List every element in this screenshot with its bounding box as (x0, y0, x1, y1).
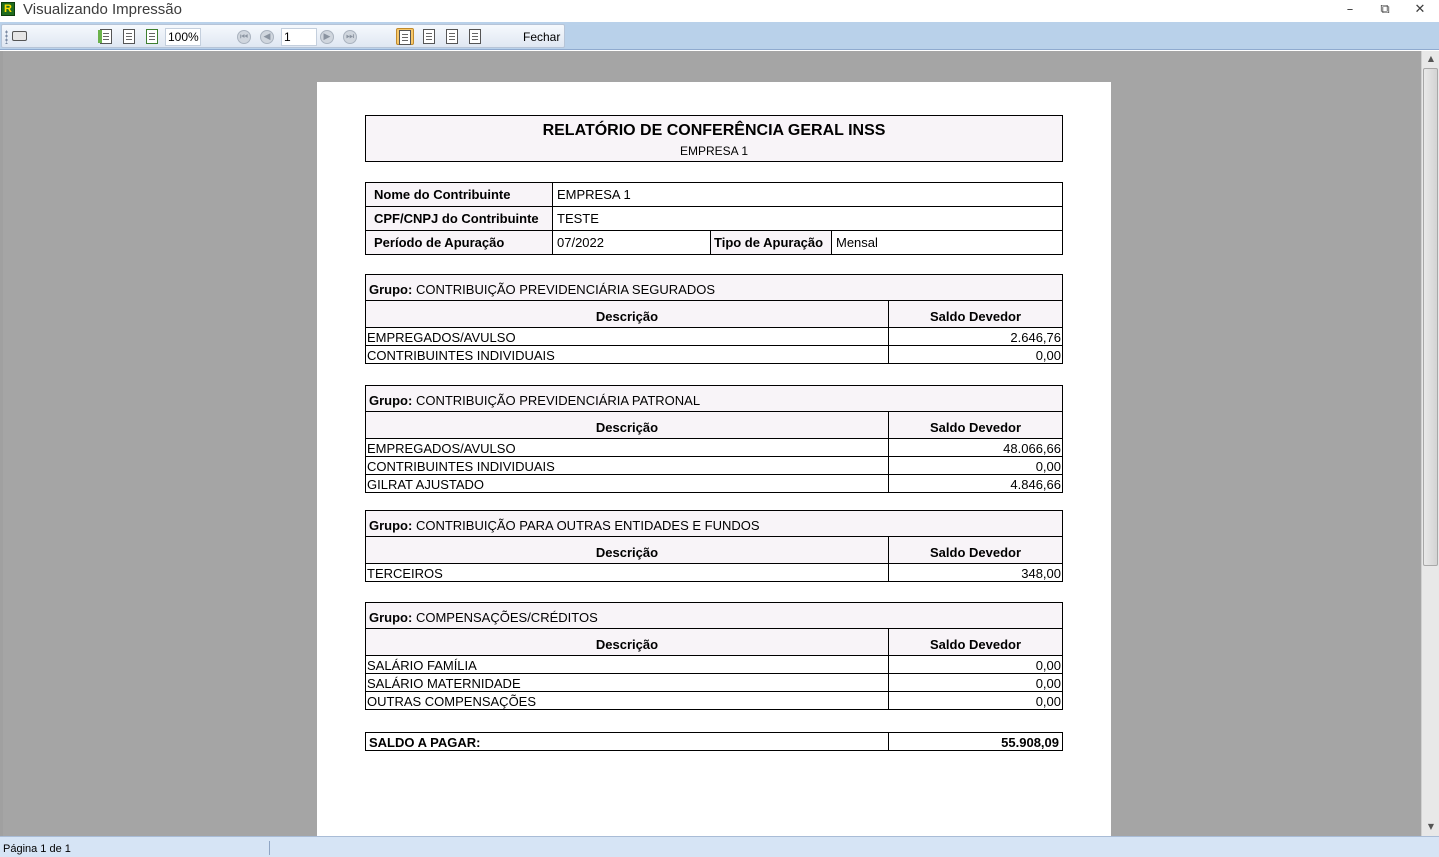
group-label: Grupo: (369, 610, 413, 625)
group-table (365, 510, 1063, 582)
column-header-balance: Saldo Devedor (889, 301, 1063, 328)
page-margin-icon (98, 30, 102, 43)
close-window-button[interactable]: ✕ (1414, 2, 1426, 17)
next-page-button[interactable] (318, 28, 336, 45)
row-description: TERCEIROS (366, 564, 889, 582)
app-logo-icon: R (1, 2, 15, 16)
row-value: 0,00 (889, 346, 1063, 364)
table-row (366, 439, 1063, 457)
period-label: Período de Apuração (366, 231, 553, 255)
table-row (366, 564, 1063, 582)
group-name: CONTRIBUIÇÃO PREVIDENCIÁRIA PATRONAL (415, 393, 701, 408)
restore-button[interactable]: ⧉ (1380, 2, 1390, 17)
four-page-icon (446, 29, 458, 44)
row-description: GILRAT AJUSTADO (366, 475, 889, 493)
close-preview-button[interactable]: Fechar (523, 30, 561, 44)
row-value: 2.646,76 (889, 328, 1063, 346)
group-name: CONTRIBUIÇÃO PREVIDENCIÁRIA SEGURADOS (415, 282, 716, 297)
page-number-input[interactable]: 1 (281, 28, 317, 46)
two-page-view-button[interactable] (420, 28, 438, 45)
row-value: 48.066,66 (889, 439, 1063, 457)
group-header (366, 511, 1063, 537)
page-width-icon (123, 29, 135, 44)
row-description: SALÁRIO MATERNIDADE (366, 674, 889, 692)
calc-type-value: Mensal (832, 231, 1063, 255)
row-description: CONTRIBUINTES INDIVIDUAIS (366, 457, 889, 475)
printer-icon (12, 31, 27, 41)
column-header-balance: Saldo Devedor (889, 412, 1063, 439)
vertical-scrollbar[interactable] (1421, 51, 1439, 836)
column-header-description: Descrição (366, 301, 889, 328)
contributor-name-value: EMPRESA 1 (553, 183, 1063, 207)
row-value: 0,00 (889, 674, 1063, 692)
single-page-view-button[interactable] (396, 28, 414, 45)
total-row (365, 732, 1063, 751)
contributor-doc-label: CPF/CNPJ do Contribuinte (366, 207, 553, 231)
column-header-description: Descrição (366, 537, 889, 564)
group-name: CONTRIBUIÇÃO PARA OUTRAS ENTIDADES E FUNDOS (415, 518, 760, 533)
window-title: Visualizando Impressão (23, 1, 182, 18)
column-header-description: Descrição (366, 629, 889, 656)
last-page-button[interactable] (341, 28, 359, 45)
status-separator (269, 841, 270, 855)
whole-page-button[interactable] (143, 28, 161, 45)
group-name: COMPENSAÇÕES/CRÉDITOS (415, 610, 598, 625)
last-page-icon: ⏭ (343, 30, 357, 44)
table-row (366, 475, 1063, 493)
row-value: 4.846,66 (889, 475, 1063, 493)
single-page-icon (399, 30, 411, 45)
table-row (366, 328, 1063, 346)
contributor-doc-value: TESTE (553, 207, 1063, 231)
four-page-view-button[interactable] (443, 28, 461, 45)
report-header (365, 115, 1063, 162)
column-header-balance: Saldo Devedor (889, 629, 1063, 656)
report-page (317, 82, 1111, 836)
group-header (366, 386, 1063, 412)
total-value: 55.908,09 (889, 733, 1063, 751)
row-value: 0,00 (889, 656, 1063, 674)
previous-page-button[interactable] (258, 28, 276, 45)
row-description: EMPREGADOS/AVULSO (366, 328, 889, 346)
report-subtitle: EMPRESA 1 (679, 144, 749, 158)
calc-type-label: Tipo de Apuração (711, 231, 832, 255)
row-description: CONTRIBUINTES INDIVIDUAIS (366, 346, 889, 364)
group-label: Grupo: (369, 282, 413, 297)
page-setup-button[interactable] (97, 28, 115, 45)
preview-canvas[interactable] (0, 51, 1421, 836)
multi-page-view-button[interactable] (466, 28, 484, 45)
status-bar (0, 836, 1439, 857)
table-row (366, 692, 1063, 710)
toolbar (0, 22, 1439, 50)
report-title: RELATÓRIO DE CONFERÊNCIA GERAL INSS (542, 122, 886, 139)
first-page-button[interactable] (235, 28, 253, 45)
period-value: 07/2022 (553, 231, 711, 255)
table-row (366, 346, 1063, 364)
table-row (366, 656, 1063, 674)
page-width-button[interactable] (120, 28, 138, 45)
group-label: Grupo: (369, 518, 413, 533)
next-page-icon: ▶ (320, 30, 334, 44)
total-label: SALDO A PAGAR: (366, 733, 889, 751)
row-value: 0,00 (889, 457, 1063, 475)
table-row (366, 457, 1063, 475)
row-description: SALÁRIO FAMÍLIA (366, 656, 889, 674)
print-button[interactable] (10, 28, 28, 45)
minimize-button[interactable]: – (1346, 2, 1354, 17)
whole-page-icon (146, 29, 158, 44)
group-table (365, 602, 1063, 710)
scroll-up-arrow-icon[interactable]: ▲ (1427, 54, 1435, 63)
first-page-icon: ⏮ (237, 30, 251, 44)
toolstrip-grip-icon[interactable] (5, 30, 8, 44)
column-header-description: Descrição (366, 412, 889, 439)
contributor-name-label: Nome do Contribuinte (366, 183, 553, 207)
group-header (366, 603, 1063, 629)
group-label: Grupo: (369, 393, 413, 408)
zoom-input[interactable]: 100% (165, 28, 201, 46)
two-page-icon (423, 29, 435, 44)
title-bar (0, 0, 1439, 22)
row-value: 348,00 (889, 564, 1063, 582)
multi-page-icon (469, 29, 481, 44)
page-indicator: Página 1 de 1 (3, 843, 71, 855)
group-table (365, 385, 1063, 493)
row-description: OUTRAS COMPENSAÇÕES (366, 692, 889, 710)
group-table (365, 274, 1063, 364)
previous-page-icon: ◀ (260, 30, 274, 44)
column-header-balance: Saldo Devedor (889, 537, 1063, 564)
scroll-down-arrow-icon[interactable]: ▼ (1427, 822, 1435, 831)
toolstrip (1, 24, 565, 48)
scrollbar-thumb[interactable] (1423, 68, 1438, 566)
row-value: 0,00 (889, 692, 1063, 710)
row-description: EMPREGADOS/AVULSO (366, 439, 889, 457)
table-row (366, 674, 1063, 692)
group-header (366, 275, 1063, 301)
contributor-info-table (365, 182, 1063, 255)
